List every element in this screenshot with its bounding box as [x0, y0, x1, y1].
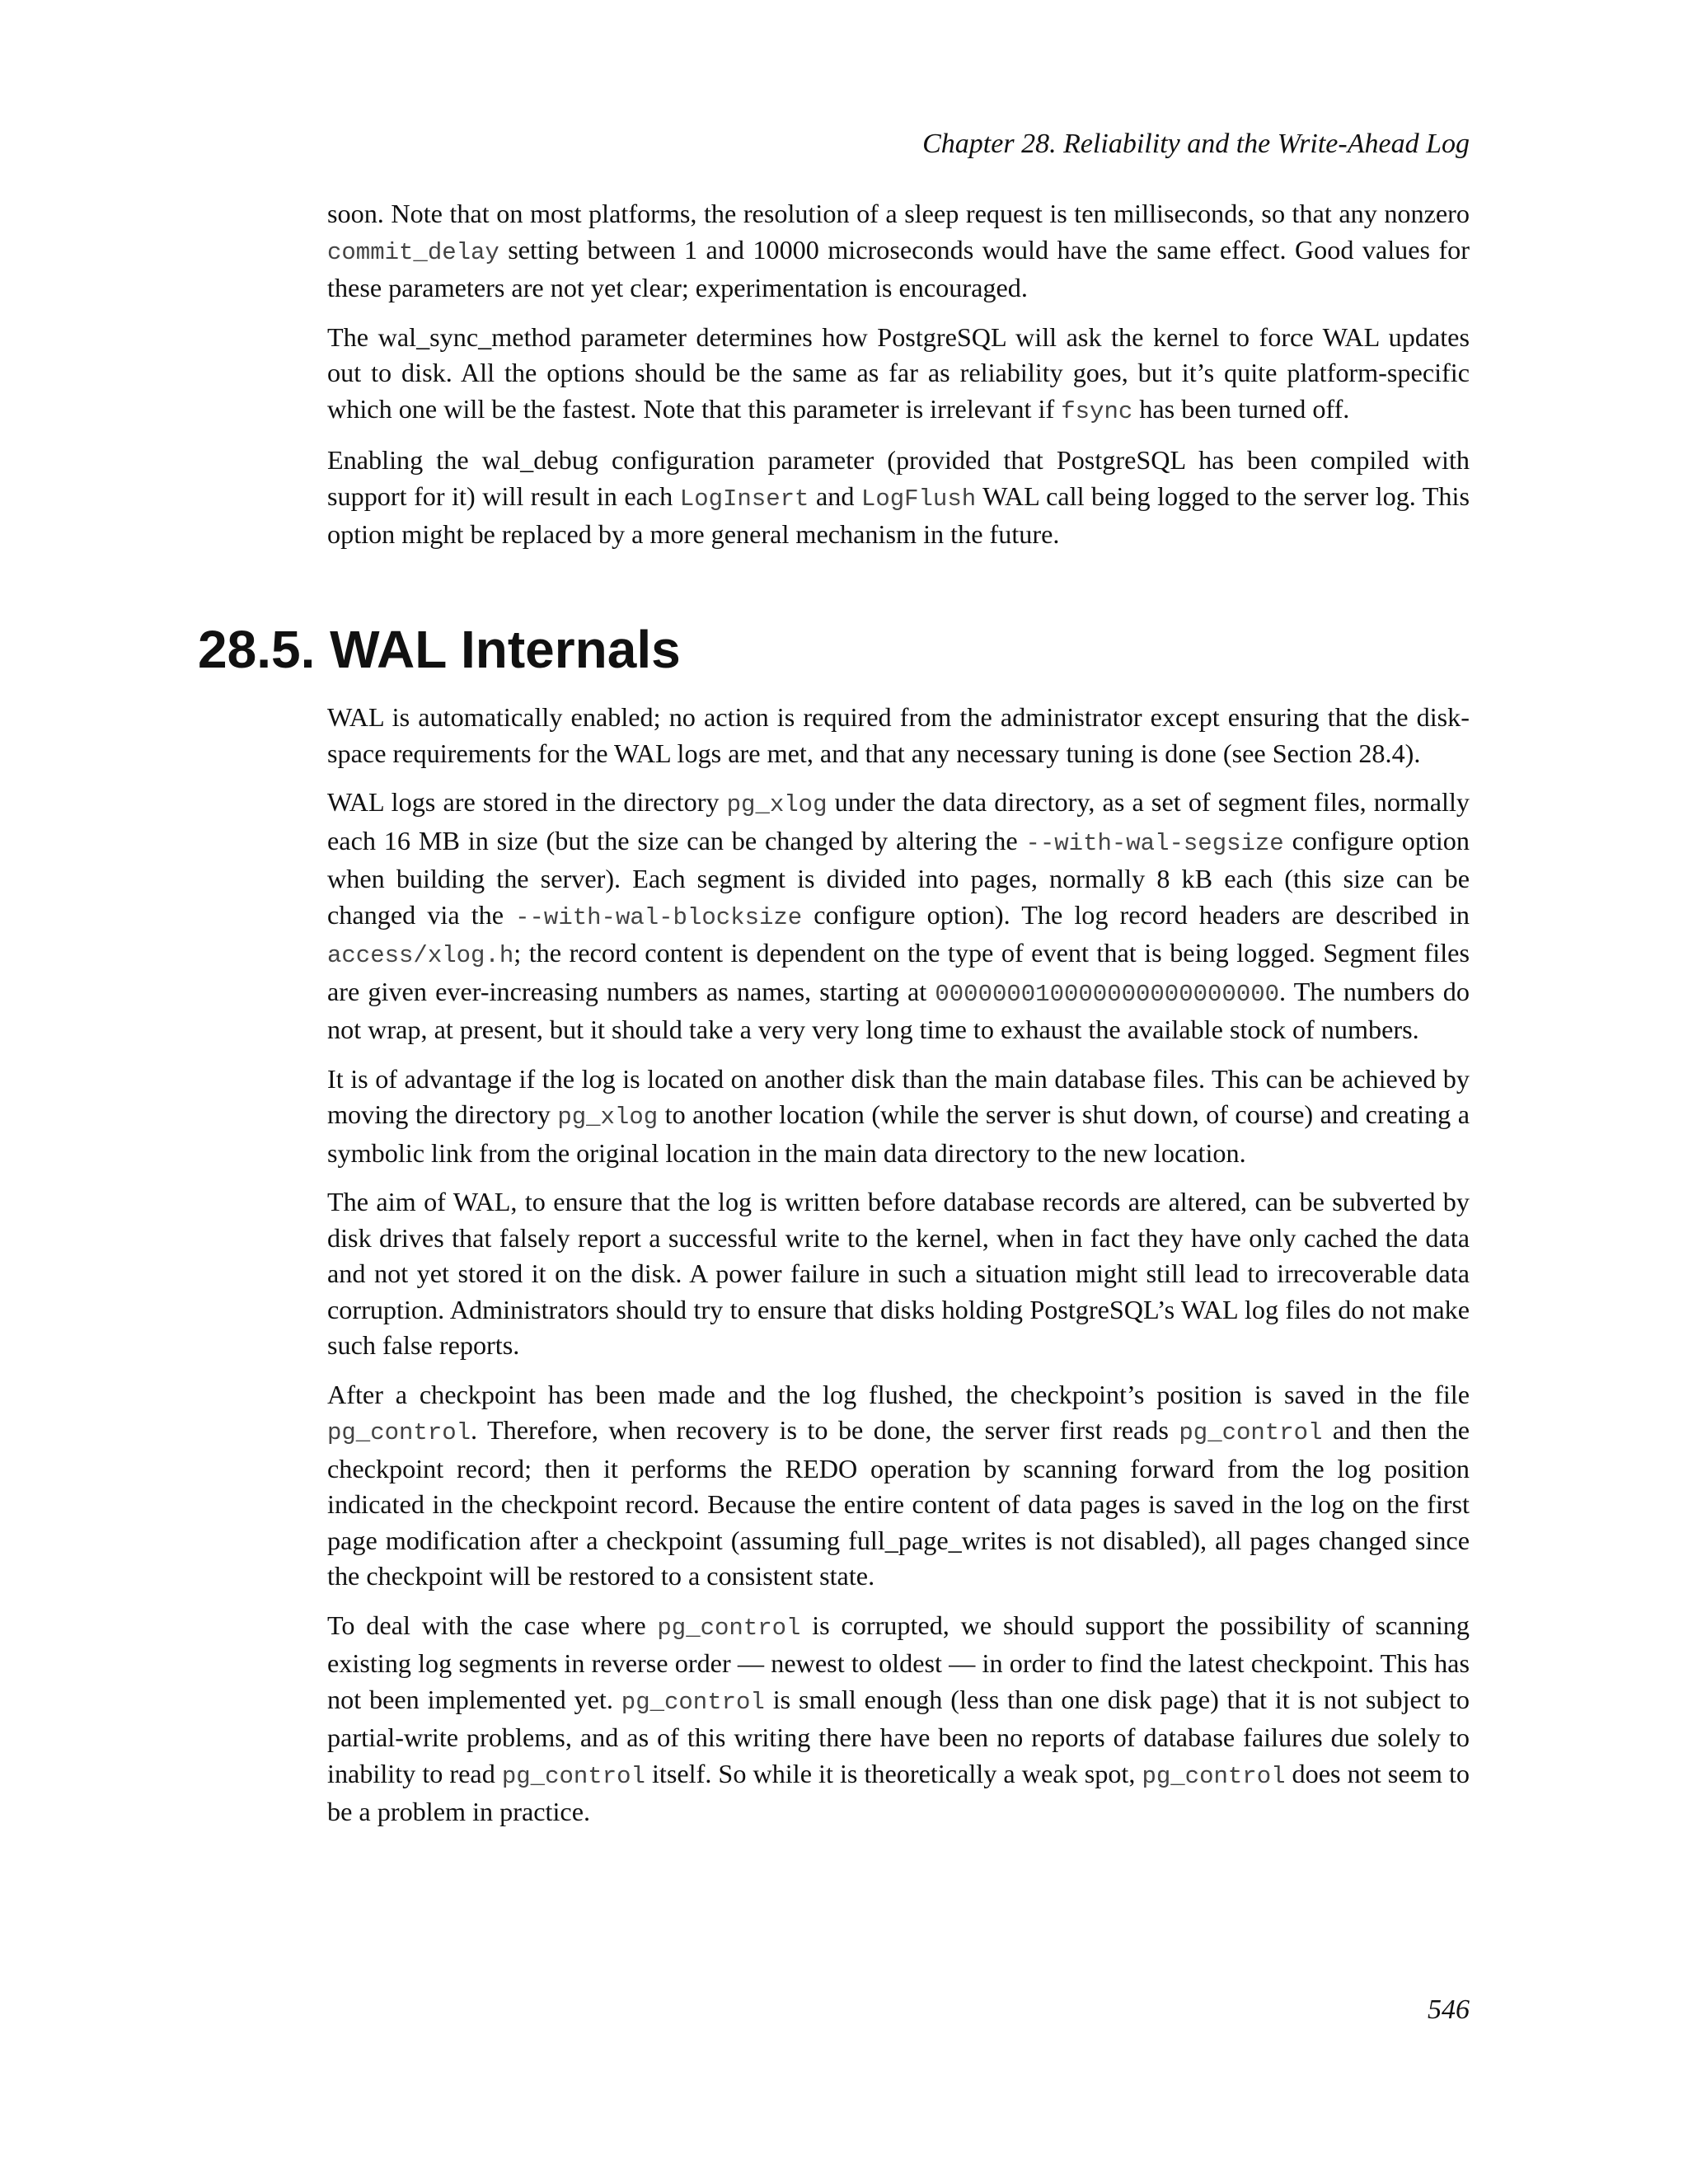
intro-text: [327, 196, 1470, 566]
text-run: To deal with the case where: [327, 1610, 658, 1640]
paragraph-commit-delay: [327, 196, 1470, 307]
running-header: Chapter 28. Reliability and the Write-Ahead Log: [922, 129, 1470, 159]
text-run: . The numbers do not wrap, at present, but it should take a very very long time to exhaust the available stock of numbers.: [327, 976, 1470, 1044]
text-run: The aim of WAL, to ensure that the log is written before database records are altered, can be subverted by disk drives that falsely report a successful write to the kernel, when in fact they have only cached the data and not yet stored it on the disk. A power failure in such a situation might still lead to irrecoverable data corruption. Administrators should try to ensure that disks holding PostgreSQL’s WAL log files do not make such false reports.: [327, 1187, 1470, 1360]
code-pg-control: pg_control: [1142, 1762, 1286, 1790]
text-run: to another location (while the server is shut down, of course) and creating a symbolic link from the original location in the main data directory to the new location.: [327, 1099, 1470, 1168]
code-loginsert: LogInsert: [679, 485, 809, 513]
code-pg-control: pg_control: [327, 1419, 471, 1446]
text-run: soon. Note that on most platforms, the resolution of a sleep request is ten milliseconds, so that any nonzero: [327, 199, 1470, 228]
paragraph-wal-enabled: [327, 700, 1470, 771]
text-run: and then the checkpoint record; then it performs the REDO operation by scanning forward from the log position indicated in the checkpoint record. Because the entire content of data pages is saved in the log on the first page modification after a checkpoint (assuming full_page_writes is not disabled), all pages changed since the checkpoint will be restored to a consistent state.: [327, 1415, 1470, 1591]
text-run: is corrupted, we should support the possibility of scanning existing log segments in reverse order — newest to oldest — in order to find the latest checkpoint. This has not been implemented yet.: [327, 1610, 1470, 1714]
paragraph-wal-sync-method: [327, 320, 1470, 430]
code-pg-control: pg_control: [657, 1614, 801, 1642]
code-commit-delay: commit_delay: [327, 238, 499, 266]
code-wal-blocksize: --with-wal-blocksize: [515, 903, 803, 931]
code-fsync: fsync: [1061, 397, 1133, 425]
text-run: ; the record content is dependent on the type of event that is being logged. Segment files are given ever-increasing numbers as names, starting at: [327, 938, 1470, 1006]
text-run: It is of advantage if the log is located on another disk than the main database files. This can be achieved by moving the directory: [327, 1063, 1470, 1129]
text-run: WAL is automatically enabled; no action is required from the administrator except ensuring that the disk-space requirements for the WAL logs are met, and that any necessary tuning is done (see Section 28.4).: [327, 702, 1470, 768]
paragraph-checkpoint: [327, 1377, 1470, 1595]
text-run: and: [809, 480, 861, 511]
text-run: is small enough (less than one disk page) that it is not subject to partial-write problems, and as of this writing there have been no reports of database failures due solely to inability to read: [327, 1684, 1470, 1788]
code-pg-control: pg_control: [501, 1762, 645, 1790]
code-logflush: LogFlush: [860, 485, 977, 513]
code-wal-segsize: --with-wal-segsize: [1025, 829, 1284, 857]
text-run: does not seem to be a problem in practice.: [327, 1758, 1470, 1826]
paragraph-wal-aim: [327, 1184, 1470, 1364]
text-run: WAL call being logged to the server log. This option might be replaced by a more general mechanism in the future.: [327, 480, 1470, 549]
text-run: WAL logs are stored in the directory: [327, 787, 727, 817]
code-pg-xlog: pg_xlog: [726, 791, 828, 818]
code-xlog-header: access/xlog.h: [327, 942, 514, 969]
text-run: has been turned off.: [1132, 393, 1350, 424]
paragraph-pg-control-corruption: [327, 1608, 1470, 1830]
section-body: [327, 700, 1470, 1844]
text-run: configure option when building the server). Each segment is divided into pages, normally 8 kB each (this size can be changed via the: [327, 825, 1470, 930]
code-pg-control: pg_control: [1179, 1419, 1323, 1446]
section-heading: 28.5. WAL Internals: [198, 620, 681, 679]
code-pg-xlog: pg_xlog: [557, 1104, 659, 1131]
text-run: under the data directory, as a set of segment files, normally each 16 MB in size (but the size can be changed by altering the: [327, 787, 1470, 855]
text-run: itself. So while it is theoretically a weak spot,: [645, 1758, 1142, 1788]
text-run: . Therefore, when recovery is to be done, the server first reads: [471, 1415, 1179, 1445]
code-pg-control: pg_control: [621, 1688, 765, 1716]
text-run: The wal_sync_method parameter determines how PostgreSQL will ask the kernel to force WAL updates out to disk. All the options should be the same as far as reliability goes, but it’s quite platform-specific which one will be the fastest. Note that this parameter is irrelevant if: [327, 321, 1470, 424]
text-run: setting between 1 and 10000 microseconds would have the same effect. Good values for these parameters are not yet clear; experimentation is encouraged.: [327, 234, 1470, 302]
code-segment-number: 000000010000000000000000: [935, 980, 1280, 1008]
text-run: Enabling the wal_debug configuration parameter (provided that PostgreSQL has been compiled with support for it) will result in each: [327, 445, 1470, 511]
text-run: configure option). The log record headers are described in: [802, 899, 1470, 930]
paragraph-wal-debug: [327, 443, 1470, 553]
page-number: 546: [1428, 1994, 1470, 2025]
text-run: After a checkpoint has been made and the log flushed, the checkpoint’s position is saved in the file: [327, 1379, 1470, 1409]
paragraph-wal-logs-storage: [327, 785, 1470, 1048]
paragraph-log-location: [327, 1062, 1470, 1172]
